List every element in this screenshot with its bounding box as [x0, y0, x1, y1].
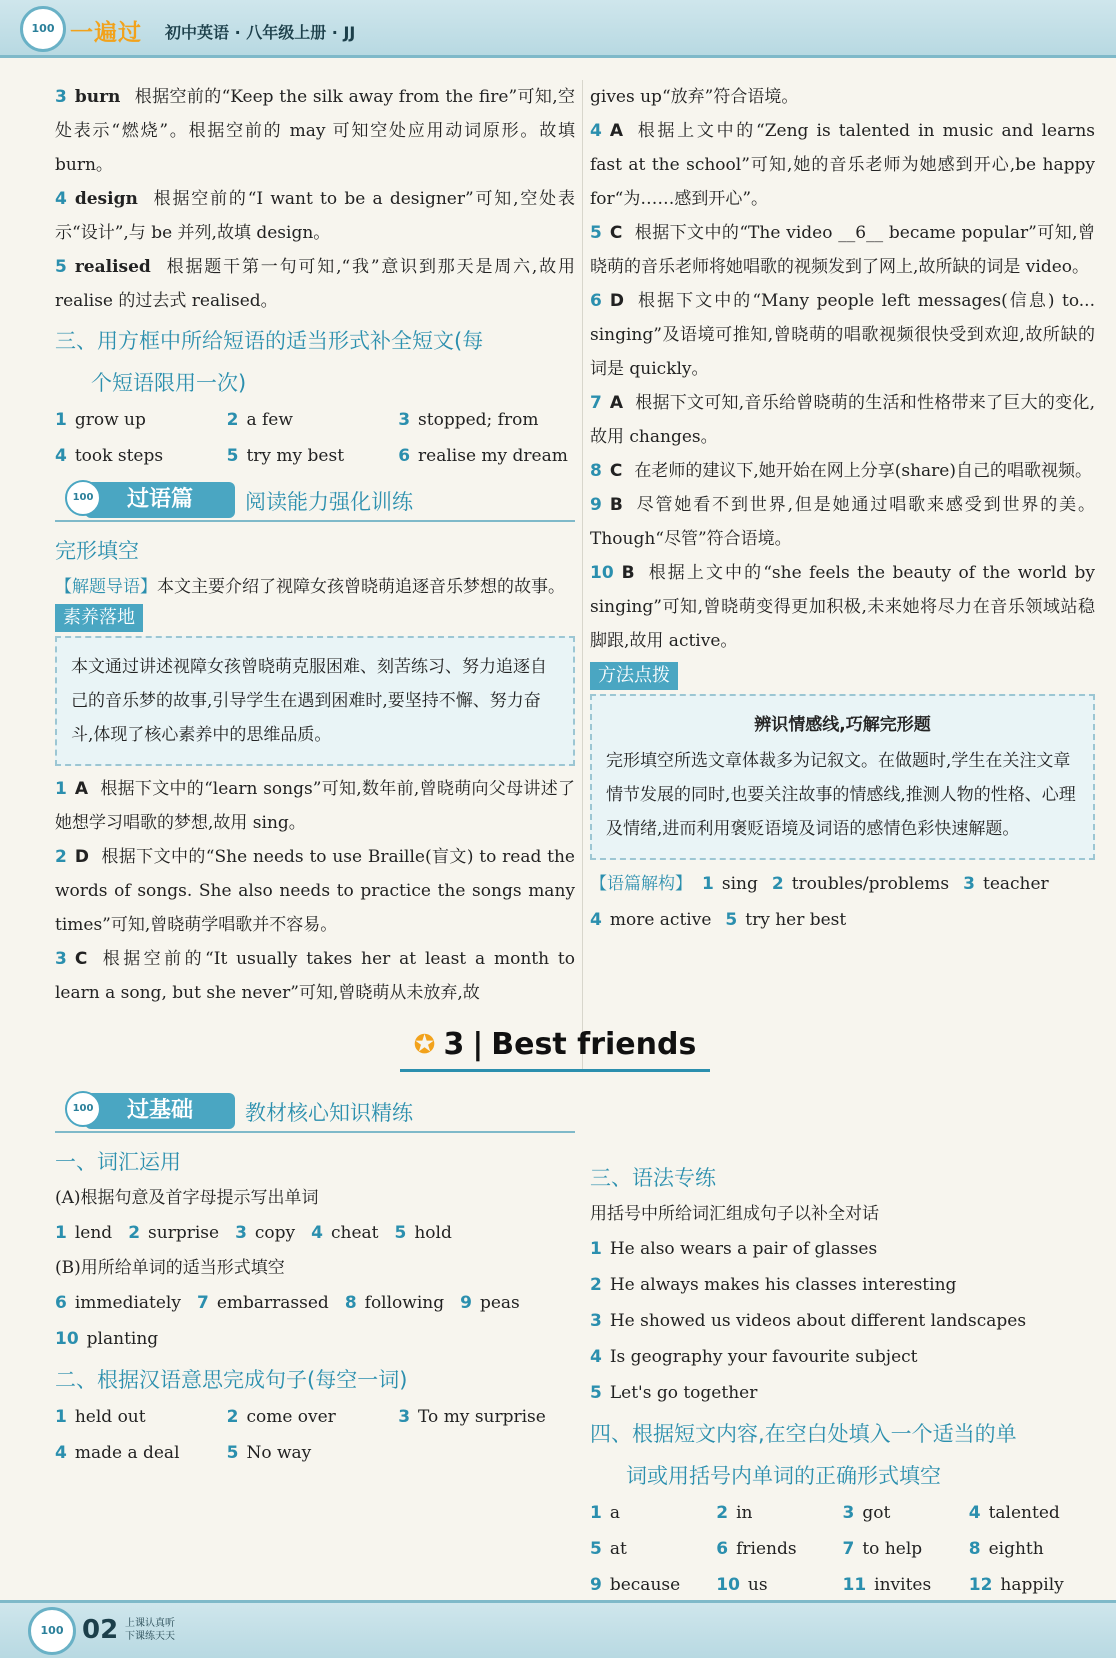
answer-item: 3 burn 根据空前的“Keep the silk away from the fire”可知,空处表示“燃烧”。根据空前的 may 可知空处应用动词原形。故填 burn。 — [55, 87, 575, 175]
right-column-top — [590, 80, 1095, 938]
structure-row: 4 more active 5 try her best — [590, 910, 847, 930]
answer-row: 1 held out 2 come over 3 To my surprise — [55, 1407, 546, 1427]
answer-row: 2 He always makes his classes interesting — [590, 1275, 957, 1295]
section-heading: 三、语法专练 — [590, 1166, 716, 1190]
page-footer — [0, 1600, 1116, 1658]
tip-tag: 方法点拨 — [590, 662, 678, 690]
sub-heading: 用括号中所给词汇组成句子以补全对话 — [590, 1204, 879, 1224]
cloze-title: 完形填空 — [55, 539, 139, 563]
banner-subtitle: 阅读能力强化训练 — [245, 490, 413, 514]
unit-number: 3 — [443, 1027, 465, 1062]
answer-item: 4 design 根据空前的“I want to be a designer”可知,空处表示“设计”,与 be 并列,故填 design。 — [55, 189, 575, 243]
page-number: 02 — [82, 1615, 119, 1645]
unit-title — [400, 1020, 710, 1072]
literacy-box: 本文通过讲述视障女孩曾晓萌克服困难、刻苦练习、努力追逐自己的音乐梦的故事,引导学生在遇到困难时,要坚持不懈、努力奋斗,体现了核心素养中的思维品质。 — [55, 636, 575, 766]
mascot-icon: 100 — [65, 480, 101, 516]
mascot-icon: 100 — [65, 1091, 101, 1127]
answer-item: 2 D 根据下文中的“She needs to use Braille(盲文) to read the words of songs. She also needs to practice the songs many times”可知,曾晓萌学唱歌并不容易。 — [55, 847, 575, 935]
sub-heading: (B)用所给单词的适当形式填空 — [55, 1258, 285, 1278]
section-heading: 四、根据短文内容,在空白处填入一个适当的单 — [590, 1422, 1017, 1446]
mascot-icon: 100 — [28, 1607, 76, 1655]
answer-row: 10 planting — [55, 1329, 159, 1349]
tip-box: 辨识情感线,巧解完形题 完形填空所选文章体裁多为记叙文。在做题时,学生在关注文章情节发展的同时,也要关注故事的情感线,推测人物的性格、心理及情绪,进而利用褒贬语境及词语的感情色彩快速解题。 — [590, 694, 1095, 860]
section-banner — [55, 480, 575, 522]
section-heading: 二、根据汉语意思完成句子(每空一词) — [55, 1368, 408, 1392]
answer-item: 4 A 根据上文中的“Zeng is talented in music and learns fast at the school”可知,她的音乐老师为她感到开心,be happy for“为……感到开心”。 — [590, 121, 1095, 209]
structure-row: 【语篇解构】 1 sing 2 troubles/problems 3 teacher — [590, 874, 1049, 894]
answer-row: 1 lend 2 surprise 3 copy 4 cheat 5 hold — [55, 1223, 452, 1243]
banner-badge: 过基础 — [85, 1093, 235, 1129]
right-column-bottom — [590, 1155, 1095, 1639]
sub-heading: (A)根据句意及首字母提示写出单词 — [55, 1188, 319, 1208]
literacy-tag: 素养落地 — [55, 604, 143, 632]
answer-row: 3 He showed us videos about different landscapes — [590, 1311, 1027, 1331]
answer-row: 5 Let's go together — [590, 1383, 758, 1403]
answer-item: 8 C 在老师的建议下,她开始在网上分享(share)自己的唱歌视频。 — [590, 461, 1092, 481]
answer-item: 3 C 根据空前的“It usually takes her at least a month to learn a song, but she never”可知,曾晓萌从未放弃,故 — [55, 949, 575, 1003]
answer-item: 10 B 根据上文中的“she feels the beauty of the world by singing”可知,曾晓萌变得更加积极,未来她将尽力在音乐领域站稳脚跟,故用 active。 — [590, 563, 1095, 651]
brand-logo: 100 — [20, 6, 66, 52]
banner-badge: 过语篇 — [85, 482, 235, 518]
section-heading: 一、词汇运用 — [55, 1150, 181, 1174]
answer-row: 9 because 10 us 11 invites 12 happily — [590, 1575, 1064, 1595]
answer-item: 5 realised 根据题干第一句可知,“我”意识到那天是周六,故用 realise 的过去式 realised。 — [55, 257, 575, 311]
answer-row: 5 at 6 friends 7 to help 8 eighth — [590, 1539, 1044, 1559]
book-title: 初中英语 · 八年级上册 · JJ — [165, 23, 356, 42]
footer-slogan: 上课认真听 下课练天天 — [125, 1618, 175, 1642]
banner-subtitle: 教材核心知识精练 — [245, 1101, 413, 1125]
left-column-top — [55, 80, 575, 1010]
answer-item: 6 D 根据下文中的“Many people left messages(信息) to... singing”及语境可推知,曾晓萌的唱歌视频很快受到欢迎,故所缺的词是 quickly。 — [590, 291, 1095, 379]
tip-title: 辨识情感线,巧解完形题 — [754, 715, 931, 735]
unit-separator: | — [472, 1027, 484, 1062]
answer-row: 4 Is geography your favourite subject — [590, 1347, 918, 1367]
left-column-bottom — [55, 1085, 575, 1471]
answer-item: 7 A 根据下文可知,音乐给曾晓萌的生活和性格带来了巨大的变化,故用 changes。 — [590, 393, 1095, 447]
answer-row: 1 grow up 2 a few 3 stopped; from — [55, 410, 539, 430]
brand-name: 一遍过 — [70, 20, 142, 46]
section-heading: 三、用方框中所给短语的适当形式补全短文(每 — [55, 329, 484, 353]
answer-row: 1 a 2 in 3 got 4 talented — [590, 1503, 1060, 1523]
section-heading-cont: 词或用括号内单词的正确形式填空 — [626, 1464, 941, 1488]
guide-text: 【解题导语】本文主要介绍了视障女孩曾晓萌追逐音乐梦想的故事。 — [55, 577, 565, 597]
answer-item: 5 C 根据下文中的“The video __6__ became popular”可知,曾晓萌的音乐老师将她唱歌的视频发到了网上,故所缺的词是 video。 — [590, 223, 1095, 277]
answer-row: 4 took steps 5 try my best 6 realise my dream — [55, 446, 568, 466]
answer-row: 6 immediately 7 embarrassed 8 following 9 peas — [55, 1293, 520, 1313]
page-header — [0, 0, 1116, 58]
star-icon: ✪ — [413, 1029, 436, 1060]
answer-row: 4 made a deal 5 No way — [55, 1443, 312, 1463]
unit-name: Best friends — [491, 1027, 697, 1062]
answer-item: gives up“放弃”符合语境。 — [590, 87, 799, 107]
answer-item: 1 A 根据下文中的“learn songs”可知,数年前,曾晓萌向父母讲述了她想学习唱歌的梦想,故用 sing。 — [55, 779, 575, 833]
section-heading-cont: 个短语限用一次) — [91, 371, 247, 395]
answer-row: 1 He also wears a pair of glasses — [590, 1239, 878, 1259]
answer-item: 9 B 尽管她看不到世界,但是她通过唱歌来感受到世界的美。Though“尽管”符合语境。 — [590, 495, 1095, 549]
section-banner — [55, 1091, 575, 1133]
column-divider — [582, 80, 583, 1070]
